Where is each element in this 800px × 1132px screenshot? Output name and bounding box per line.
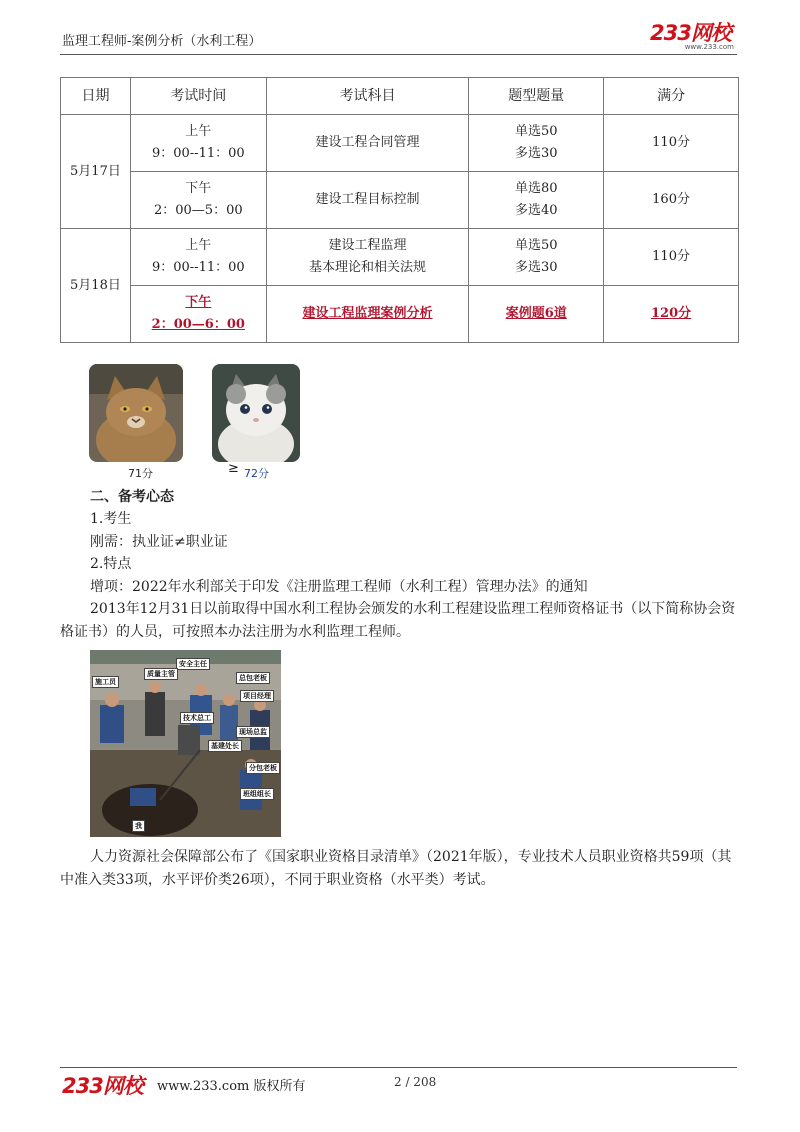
question-type: 多选30 (514, 146, 558, 161)
time-cell (130, 229, 266, 286)
question-type: 单选80 (514, 181, 558, 196)
list-item-text: 增项：2022年水利部关于印发《注册监理工程师（水利工程）管理办法》的通知 (90, 579, 588, 595)
questions-cell (469, 115, 604, 172)
grumpy-cat-image (89, 364, 183, 462)
photo-label-team-leader: 班组组长 (240, 788, 274, 800)
photo-label-quality: 质量主管 (144, 668, 178, 680)
exam-schedule-table (60, 77, 739, 343)
score-cell: 160分 (604, 172, 739, 229)
photo-label-tech: 技术总工 (180, 712, 214, 724)
subject-cell: 建设工程目标控制 (266, 172, 469, 229)
date-cell: 5月17日 (61, 115, 131, 229)
list-item-number: 2.特点 (90, 556, 132, 572)
question-type: 案例题6道 (505, 306, 567, 321)
subject-line: 基本理论和相关法规 (309, 260, 427, 275)
col-header-questions: 题型题量 (469, 78, 604, 115)
question-type: 单选50 (514, 124, 558, 139)
period: 上午 (185, 124, 212, 139)
header-divider (60, 54, 737, 55)
question-type: 多选40 (514, 203, 558, 218)
section-heading: 二、备考心态 (90, 489, 174, 505)
score-cell: 110分 (604, 229, 739, 286)
photo-label-site-supervisor: 现场总监 (236, 726, 270, 738)
construction-site-photo (90, 650, 281, 837)
logo-text: 233网校 (650, 21, 731, 45)
photo-label-worker: 施工员 (92, 676, 119, 688)
table-row (61, 172, 739, 229)
list-item-number: 1.考生 (90, 511, 132, 527)
time-range: 2：00—5：00 (153, 203, 243, 218)
time-range: 2：00—6：00 (151, 317, 245, 332)
date-cell: 5月18日 (61, 229, 131, 343)
col-header-date: 日期 (61, 78, 131, 115)
time-cell (130, 286, 266, 343)
photo-label-me: 我 (132, 820, 145, 832)
fluffy-white-cat-image (212, 364, 300, 462)
score-text: 120分 (651, 306, 692, 321)
period: 下午 (185, 181, 212, 196)
table-row-highlighted (61, 286, 739, 343)
paragraph: 2013年12月31日以前取得中国水利工程协会颁发的水利工程建设监理工程师资格证书（以下简称协会资格证书）的人员，可按照本办法注册为水利监理工程师。 (60, 601, 736, 640)
col-header-subject: 考试科目 (266, 78, 469, 115)
time-cell (130, 115, 266, 172)
header-title: 监理工程师-案例分析（水利工程） (62, 34, 262, 49)
photo-label-sub-boss: 分包老板 (246, 762, 280, 774)
score-cell: 110分 (604, 115, 739, 172)
cat-score-left: 71分 (128, 467, 153, 480)
cat-score-right: 72分 (244, 467, 269, 480)
photo-label-infra: 基建处长 (208, 740, 242, 752)
subject-cell (266, 286, 469, 343)
brand-logo (650, 22, 734, 52)
time-range: 9：00--11：00 (151, 260, 245, 275)
photo-label-safety: 安全主任 (176, 658, 210, 670)
logo-url: www.233.com (684, 43, 734, 51)
subject-text: 建设工程监理案例分析 (302, 306, 433, 321)
period: 下午 (185, 295, 212, 310)
col-header-time: 考试时间 (130, 78, 266, 115)
question-type: 单选50 (514, 238, 558, 253)
photo-label-general-boss: 总包老板 (236, 672, 270, 684)
questions-cell (469, 286, 604, 343)
page-number: 2 / 208 (394, 1075, 437, 1089)
period: 上午 (185, 238, 212, 253)
footer-divider (60, 1067, 737, 1068)
table-header-row (61, 78, 739, 115)
time-cell (130, 172, 266, 229)
footer-copyright: www.233.com 版权所有 (157, 1079, 306, 1094)
list-item-text: 刚需：执业证≠职业证 (90, 534, 228, 550)
paragraph: 人力资源社会保障部公布了《国家职业资格目录清单》（2021年版），专业技术人员职业资格共59项（其中准入类33项，水平评价类26项），不同于职业资格（水平类）考试。 (60, 849, 732, 888)
subject-line: 建设工程监理 (328, 238, 407, 253)
col-header-score: 满分 (604, 78, 739, 115)
questions-cell (469, 229, 604, 286)
score-cell (604, 286, 739, 343)
greater-equal-symbol: ≥ (228, 461, 239, 476)
questions-cell (469, 172, 604, 229)
table-row (61, 229, 739, 286)
subject-cell: 建设工程合同管理 (266, 115, 469, 172)
photo-label-pm: 项目经理 (240, 690, 274, 702)
table-row (61, 115, 739, 172)
question-type: 多选30 (514, 260, 558, 275)
time-range: 9：00--11：00 (151, 146, 245, 161)
subject-cell (266, 229, 469, 286)
footer-logo: 233网校 (62, 1074, 143, 1098)
